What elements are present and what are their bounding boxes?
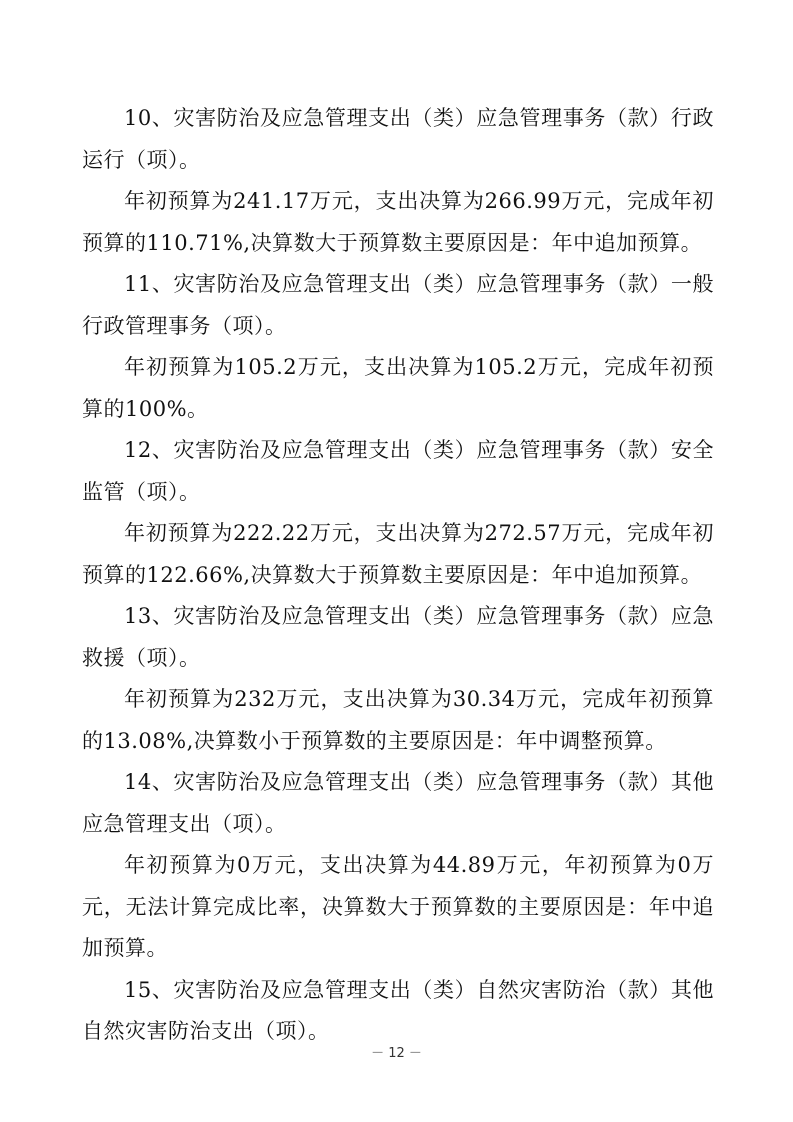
paragraph-item-15-heading: 15、灾害防治及应急管理支出（类）自然灾害防治（款）其他自然灾害防治支出（项）。 <box>82 977 714 1043</box>
paragraph-item-12-heading: 12、灾害防治及应急管理支出（类）应急管理事务（款）安全监管（项）。 <box>82 438 714 504</box>
paragraph-item-10-detail: 年初预算为241.17万元，支出决算为266.99万元，完成年初预算的110.71%,决算数大于预算数主要原因是：年中追加预算。 <box>82 189 714 255</box>
paragraph-item-14-detail: 年初预算为0万元，支出决算为44.89万元，年初预算为0万元，无法计算完成比率，决算数大于预算数的主要原因是：年中追加预算。 <box>82 853 714 960</box>
page-number: － 12 － <box>371 1046 422 1061</box>
paragraph-item-11-heading: 11、灾害防治及应急管理支出（类）应急管理事务（款）一般行政管理事务（项）。 <box>82 272 714 338</box>
paragraph-item-12-detail: 年初预算为222.22万元，支出决算为272.57万元，完成年初预算的122.66%,决算数大于预算数主要原因是：年中追加预算。 <box>82 521 714 587</box>
document-body <box>82 98 714 1053</box>
paragraph-item-10-heading: 10、灾害防治及应急管理支出（类）应急管理事务（款）行政运行（项）。 <box>82 106 714 172</box>
paragraph-item-11-detail: 年初预算为105.2万元，支出决算为105.2万元，完成年初预算的100%。 <box>82 355 714 421</box>
paragraph-item-13-heading: 13、灾害防治及应急管理支出（类）应急管理事务（款）应急救援（项）。 <box>82 604 714 670</box>
paragraph-item-14-heading: 14、灾害防治及应急管理支出（类）应急管理事务（款）其他应急管理支出（项）。 <box>82 770 714 836</box>
paragraph-item-13-detail: 年初预算为232万元，支出决算为30.34万元，完成年初预算的13.08%,决算数小于预算数的主要原因是：年中调整预算。 <box>82 687 714 753</box>
